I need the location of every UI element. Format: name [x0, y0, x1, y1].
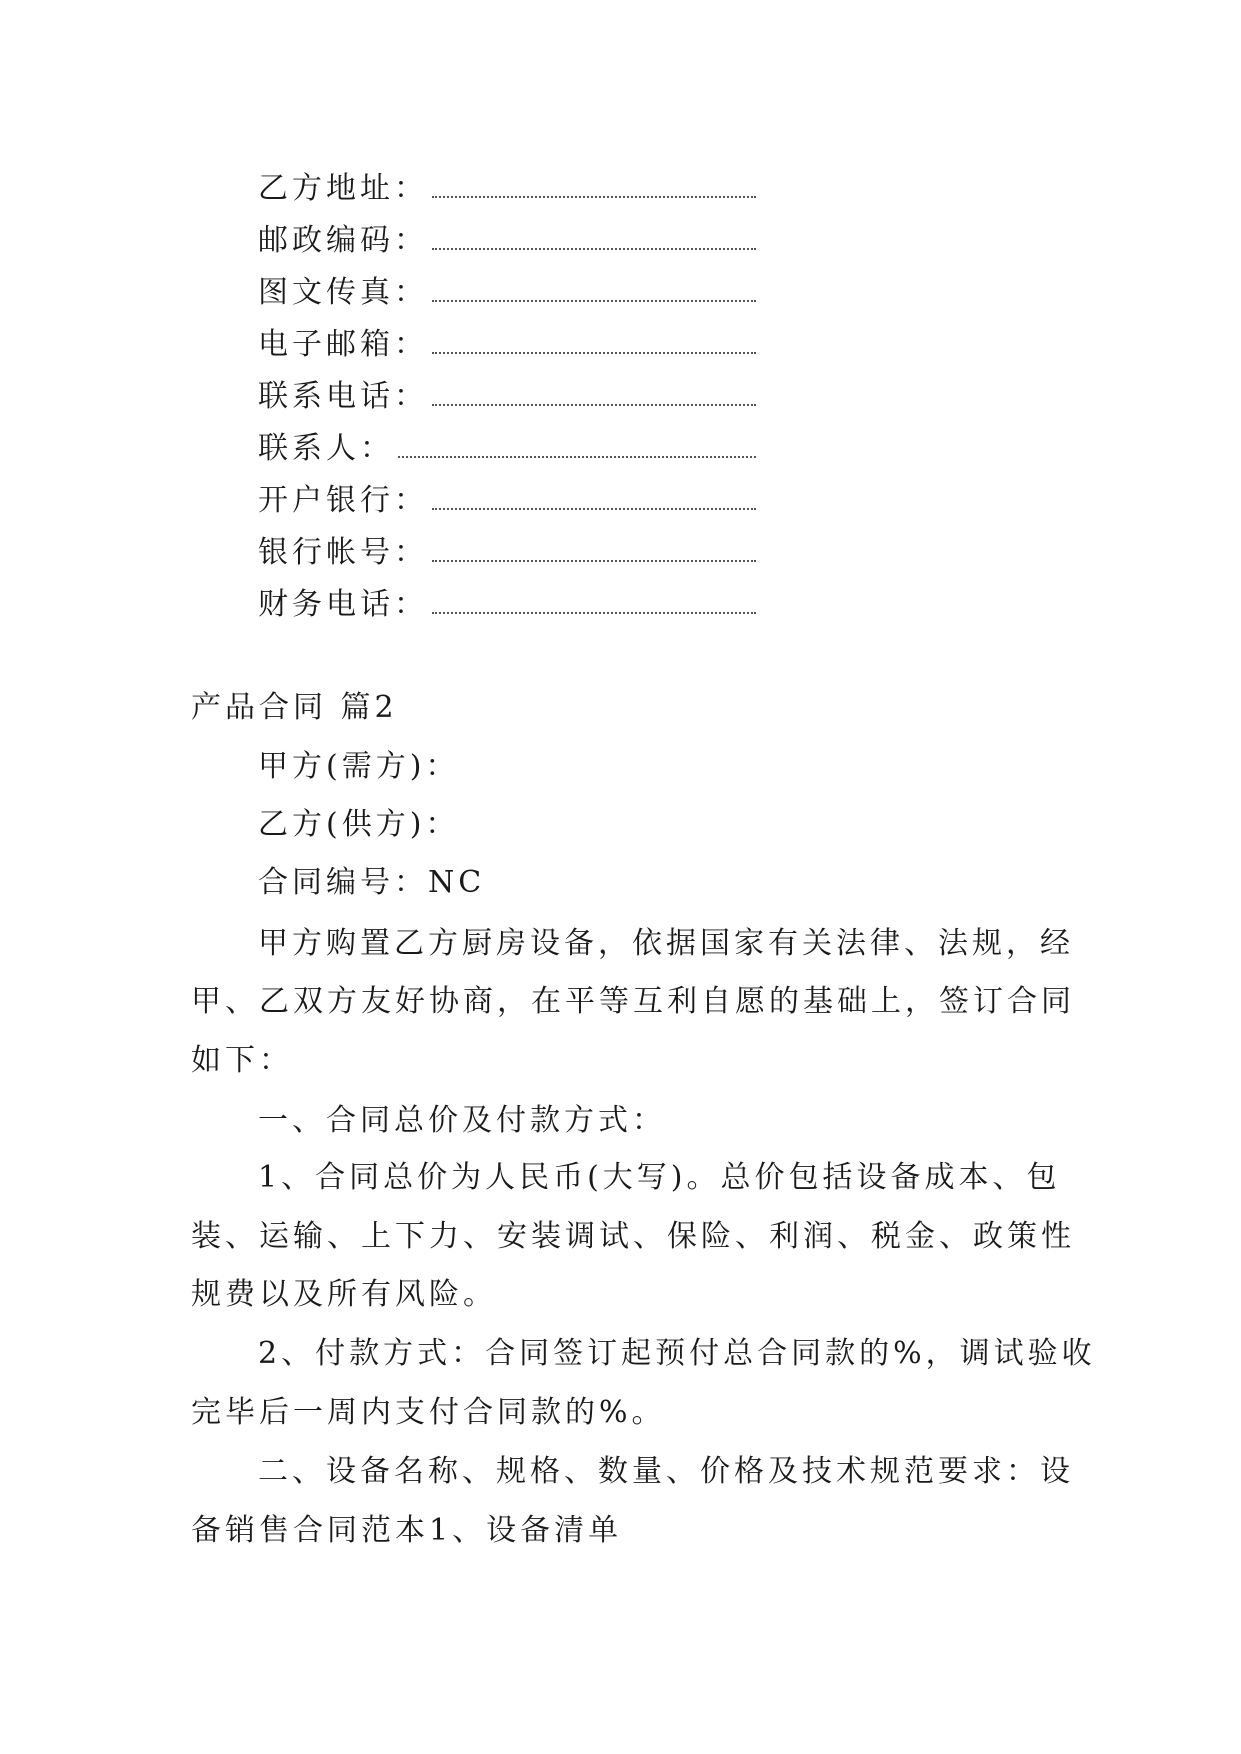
field-contact-person	[258, 423, 756, 467]
clause-2-line-1: 二、设备名称、规格、数量、价格及技术规范要求：设	[258, 1454, 1074, 1489]
clause-1-title: 一、合同总价及付款方式：	[258, 1103, 666, 1138]
field-finance-phone	[258, 579, 756, 623]
blank-line	[432, 276, 756, 302]
field-label: 联系人：	[258, 431, 394, 466]
field-label: 图文传真：	[258, 275, 428, 310]
field-label: 开户银行：	[258, 483, 428, 518]
clause-1-2-line-1: 2、付款方式：合同签订起预付总合同款的%，调试验收	[258, 1336, 1096, 1371]
clause-1-1-line-3: 规费以及所有风险。	[191, 1277, 497, 1312]
intro-line-2: 甲、乙双方友好协商，在平等互利自愿的基础上，签订合同	[191, 984, 1075, 1019]
blank-line	[432, 484, 756, 510]
blank-line	[432, 588, 756, 614]
blank-line	[398, 432, 756, 458]
field-email	[258, 319, 756, 363]
party-a-label: 甲方(需方)：	[258, 749, 460, 784]
field-label: 联系电话：	[258, 379, 428, 414]
intro-line-3: 如下：	[191, 1043, 293, 1078]
section-title: 产品合同 篇2	[191, 690, 398, 725]
field-label: 电子邮箱：	[258, 327, 428, 362]
field-label: 财务电话：	[258, 587, 428, 622]
party-b-label: 乙方(供方)：	[258, 807, 460, 842]
field-label: 邮政编码：	[258, 223, 428, 258]
blank-line	[432, 172, 756, 198]
field-bank-account	[258, 527, 756, 571]
field-party-b-address	[258, 163, 756, 207]
field-label: 银行帐号：	[258, 535, 428, 570]
blank-line	[432, 380, 756, 406]
field-bank	[258, 475, 756, 519]
clause-1-1-line-1: 1、合同总价为人民币(大写)。总价包括设备成本、包	[258, 1160, 1061, 1195]
field-postal-code	[258, 215, 756, 259]
blank-line	[432, 328, 756, 354]
intro-line-1: 甲方购置乙方厨房设备，依据国家有关法律、法规，经	[258, 926, 1074, 961]
clause-1-2-line-2: 完毕后一周内支付合同款的%。	[191, 1395, 666, 1430]
field-phone	[258, 371, 756, 415]
contract-number: 合同编号：NC	[258, 865, 486, 900]
blank-line	[432, 536, 756, 562]
field-fax	[258, 267, 756, 311]
field-label: 乙方地址：	[258, 171, 428, 206]
clause-2-line-2: 备销售合同范本1、设备清单	[191, 1513, 623, 1548]
blank-line	[432, 224, 756, 250]
clause-1-1-line-2: 装、运输、上下力、安装调试、保险、利润、税金、政策性	[191, 1219, 1075, 1254]
